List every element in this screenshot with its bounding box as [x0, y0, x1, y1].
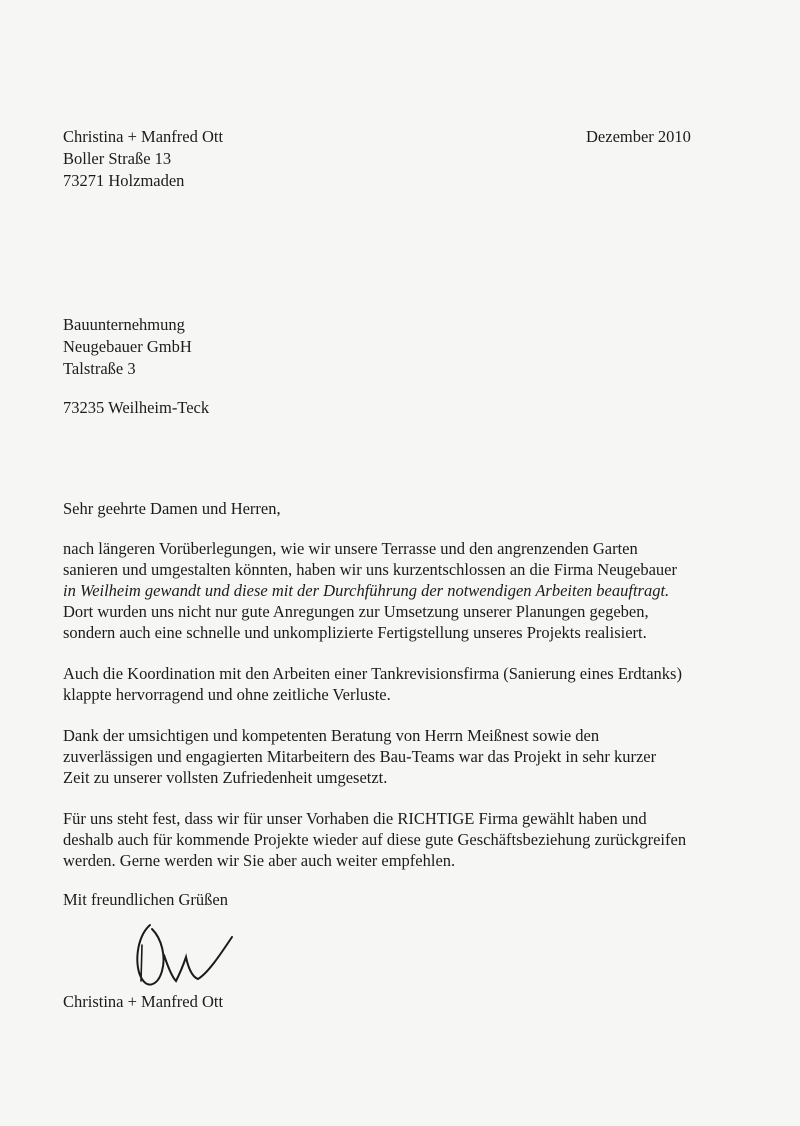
- paragraph-2: [63, 663, 723, 705]
- sender-name: Christina + Manfred Ott: [63, 127, 224, 146]
- sender-city: 73271 Holzmaden: [63, 171, 185, 190]
- recipient-street: Talstraße 3: [63, 359, 136, 378]
- paragraph-line: werden. Gerne werden wir Sie aber auch weiter empfehlen.: [63, 851, 456, 870]
- closing: Mit freundlichen Grüßen: [63, 890, 228, 909]
- paragraph-line: Dank der umsichtigen und kompetenten Beratung von Herrn Meißnest sowie den: [63, 726, 600, 745]
- paragraph-4: [63, 808, 723, 871]
- paragraph-line: zuverlässigen und engagierten Mitarbeitern des Bau-Teams war das Projekt in sehr kurzer: [63, 747, 657, 766]
- recipient-line1: Bauunternehmung: [63, 315, 185, 334]
- sender-street: Boller Straße 13: [63, 149, 172, 168]
- paragraph-line: sondern auch eine schnelle und unkomplizierte Fertigstellung unseres Projekts realisiert.: [63, 623, 647, 642]
- paragraph-line: sanieren und umgestalten könnten, haben wir uns kurzentschlossen an die Firma Neugebauer: [63, 560, 677, 579]
- paragraph-3: [63, 725, 723, 788]
- salutation: Sehr geehrte Damen und Herren,: [63, 499, 281, 518]
- paragraph-line: in Weilheim gewandt und diese mit der Durchführung der notwendigen Arbeiten beauftragt.: [63, 581, 670, 600]
- paragraph-line: nach längeren Vorüberlegungen, wie wir unsere Terrasse und den angrenzenden Garten: [63, 539, 638, 558]
- recipient-city: 73235 Weilheim-Teck: [63, 398, 210, 417]
- signature-name: Christina + Manfred Ott: [63, 992, 224, 1011]
- letter-date: Dezember 2010: [586, 127, 691, 146]
- paragraph-line: Für uns steht fest, dass wir für unser Vorhaben die RICHTIGE Firma gewählt haben und: [63, 809, 647, 828]
- handwritten-signature: [128, 915, 238, 993]
- paragraph-line: Auch die Koordination mit den Arbeiten einer Tankrevisionsfirma (Sanierung eines Erdtanks): [63, 664, 682, 683]
- recipient-line2: Neugebauer GmbH: [63, 337, 192, 356]
- paragraph-line: klappte hervorragend und ohne zeitliche Verluste.: [63, 685, 391, 704]
- paragraph-line: deshalb auch für kommende Projekte wieder auf diese gute Geschäftsbeziehung zurückgreifen: [63, 830, 687, 849]
- paragraph-1: [63, 538, 723, 643]
- paragraph-line: Dort wurden uns nicht nur gute Anregungen zur Umsetzung unserer Planungen gegeben,: [63, 602, 649, 621]
- paragraph-line: Zeit zu unserer vollsten Zufriedenheit umgesetzt.: [63, 768, 388, 787]
